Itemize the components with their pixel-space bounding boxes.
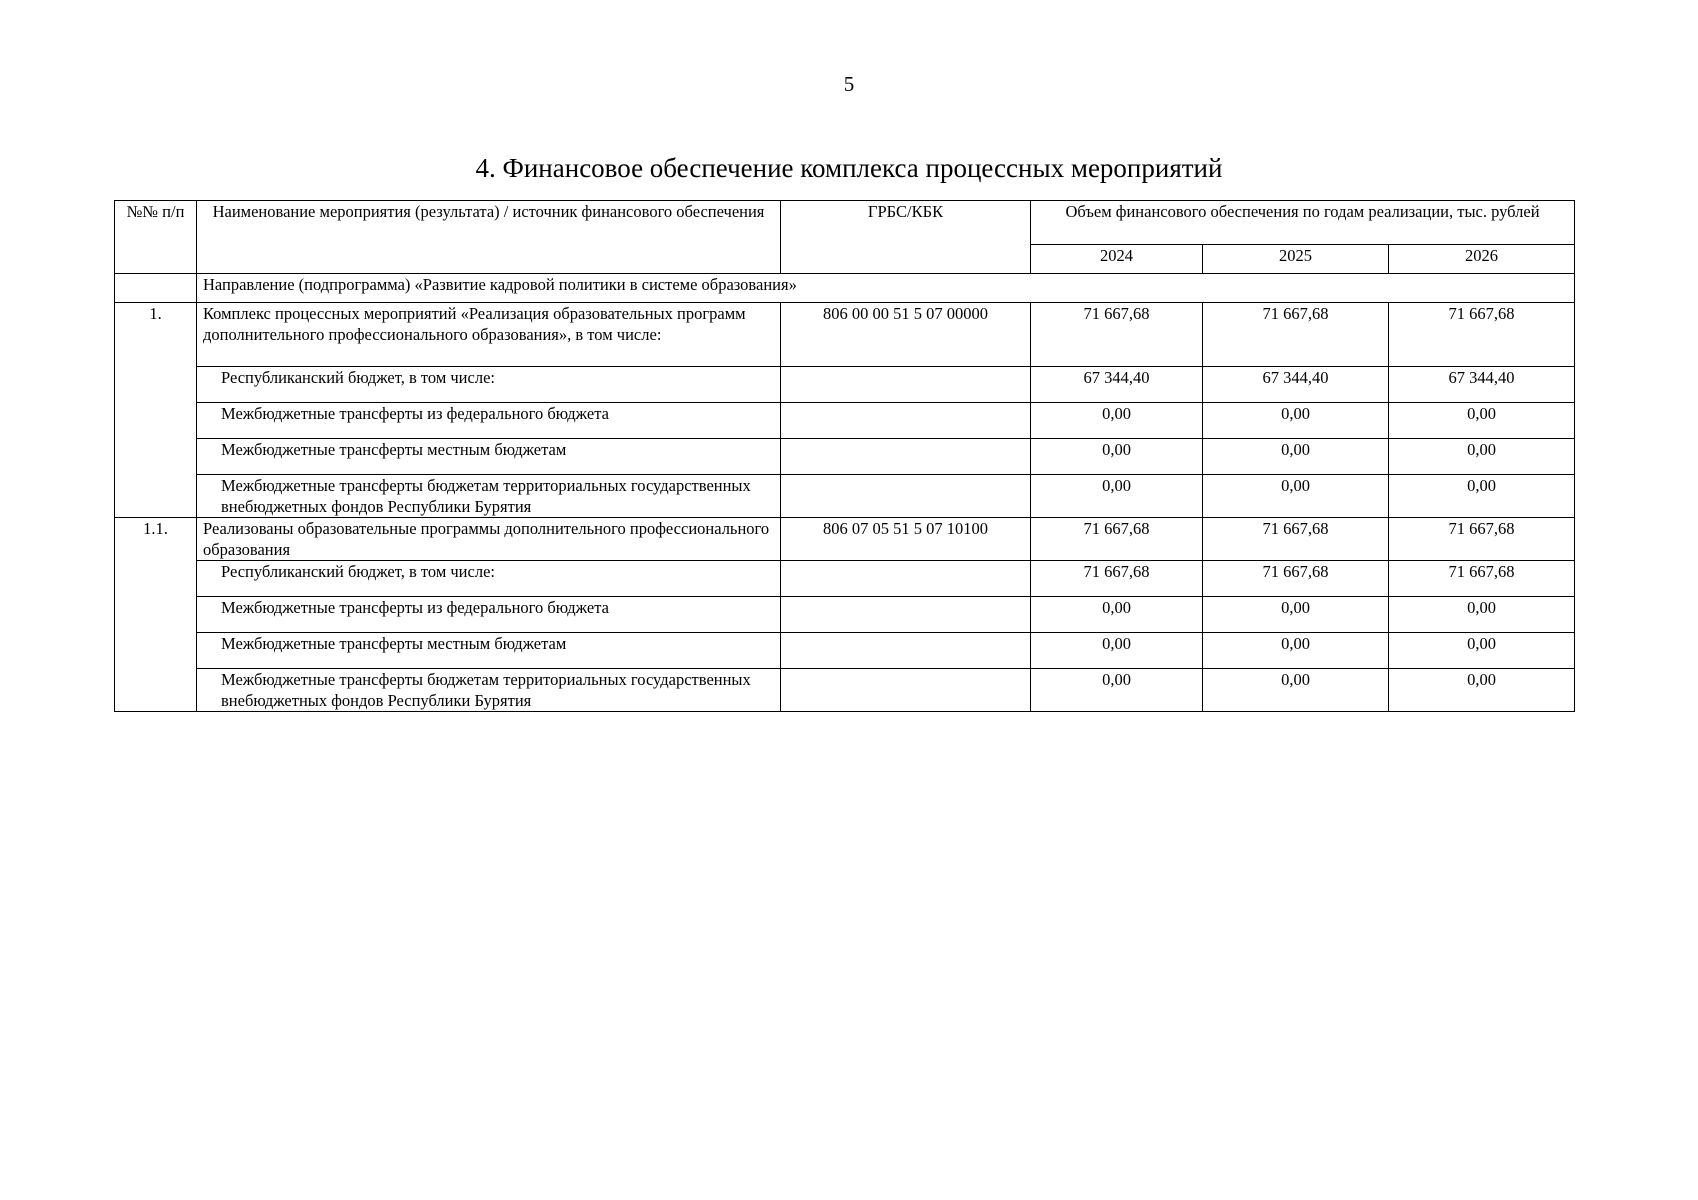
row-value-2024: 0,00: [1031, 633, 1203, 669]
row-value-2025: 71 667,68: [1203, 561, 1389, 597]
row-name: Межбюджетные трансферты местным бюджетам: [197, 439, 781, 475]
row-name: Республиканский бюджет, в том числе:: [197, 367, 781, 403]
row-name: Комплекс процессных мероприятий «Реализация образовательных программ дополнительного профессионального образования», в том числе:: [197, 303, 781, 367]
row-value-2025: 67 344,40: [1203, 367, 1389, 403]
row-name: Межбюджетные трансферты из федерального бюджета: [197, 597, 781, 633]
row-kbk: [781, 367, 1031, 403]
table-row: [115, 303, 1575, 367]
row-value-2025: 0,00: [1203, 403, 1389, 439]
row-value-2025: 0,00: [1203, 669, 1389, 712]
header-name: Наименование мероприятия (результата) / источник финансового обеспечения: [197, 201, 781, 274]
header-kbk: ГРБС/КБК: [781, 201, 1031, 274]
direction-text: Направление (подпрограмма) «Развитие кадровой политики в системе образования»: [197, 274, 1575, 303]
financial-table: [114, 200, 1575, 712]
row-value-2026: 0,00: [1389, 439, 1575, 475]
row-value-2026: 0,00: [1389, 475, 1575, 518]
row-value-2026: 71 667,68: [1389, 518, 1575, 561]
row-value-2024: 0,00: [1031, 475, 1203, 518]
row-number: 1.: [115, 303, 197, 518]
table-row: [115, 669, 1575, 712]
row-value-2025: 0,00: [1203, 597, 1389, 633]
row-kbk: [781, 597, 1031, 633]
row-kbk: [781, 669, 1031, 712]
row-name: Межбюджетные трансферты бюджетам территориальных государственных внебюджетных фондов Республики Бурятия: [197, 669, 781, 712]
header-year-2024: 2024: [1031, 245, 1203, 274]
row-kbk: [781, 475, 1031, 518]
row-name: Реализованы образовательные программы дополнительного профессионального образования: [197, 518, 781, 561]
row-value-2024: 0,00: [1031, 403, 1203, 439]
table-row: [115, 367, 1575, 403]
direction-num-cell: [115, 274, 197, 303]
row-value-2024: 71 667,68: [1031, 518, 1203, 561]
row-value-2026: 0,00: [1389, 597, 1575, 633]
table-row: [115, 561, 1575, 597]
row-kbk: 806 00 00 51 5 07 00000: [781, 303, 1031, 367]
row-name: Межбюджетные трансферты местным бюджетам: [197, 633, 781, 669]
row-value-2026: 67 344,40: [1389, 367, 1575, 403]
header-year-2026: 2026: [1389, 245, 1575, 274]
table-row: [115, 403, 1575, 439]
page-number: 5: [843, 72, 855, 96]
row-number: 1.1.: [115, 518, 197, 712]
header-volume: Объем финансового обеспечения по годам реализации, тыс. рублей: [1031, 201, 1575, 245]
row-kbk: [781, 561, 1031, 597]
row-kbk: 806 07 05 51 5 07 10100: [781, 518, 1031, 561]
row-value-2024: 0,00: [1031, 669, 1203, 712]
row-value-2024: 67 344,40: [1031, 367, 1203, 403]
table-row: [115, 597, 1575, 633]
row-value-2024: 0,00: [1031, 597, 1203, 633]
row-value-2025: 0,00: [1203, 475, 1389, 518]
row-value-2025: 71 667,68: [1203, 303, 1389, 367]
row-value-2025: 71 667,68: [1203, 518, 1389, 561]
row-value-2024: 71 667,68: [1031, 561, 1203, 597]
row-kbk: [781, 633, 1031, 669]
row-name: Республиканский бюджет, в том числе:: [197, 561, 781, 597]
section-title: 4. Финансовое обеспечение комплекса процессных мероприятий: [475, 153, 1223, 183]
table-row: [115, 633, 1575, 669]
row-value-2026: 0,00: [1389, 669, 1575, 712]
direction-row: [115, 274, 1575, 303]
row-value-2025: 0,00: [1203, 633, 1389, 669]
table-row: [115, 518, 1575, 561]
row-name: Межбюджетные трансферты бюджетам территориальных государственных внебюджетных фондов Республики Бурятия: [197, 475, 781, 518]
row-name: Межбюджетные трансферты из федерального бюджета: [197, 403, 781, 439]
row-kbk: [781, 403, 1031, 439]
header-num: №№ п/п: [115, 201, 197, 274]
table-row: [115, 475, 1575, 518]
row-value-2024: 0,00: [1031, 439, 1203, 475]
row-value-2025: 0,00: [1203, 439, 1389, 475]
row-value-2026: 0,00: [1389, 403, 1575, 439]
header-year-2025: 2025: [1203, 245, 1389, 274]
row-value-2026: 71 667,68: [1389, 303, 1575, 367]
header-row: [115, 201, 1575, 245]
table-row: [115, 439, 1575, 475]
row-kbk: [781, 439, 1031, 475]
row-value-2024: 71 667,68: [1031, 303, 1203, 367]
row-value-2026: 0,00: [1389, 633, 1575, 669]
row-value-2026: 71 667,68: [1389, 561, 1575, 597]
